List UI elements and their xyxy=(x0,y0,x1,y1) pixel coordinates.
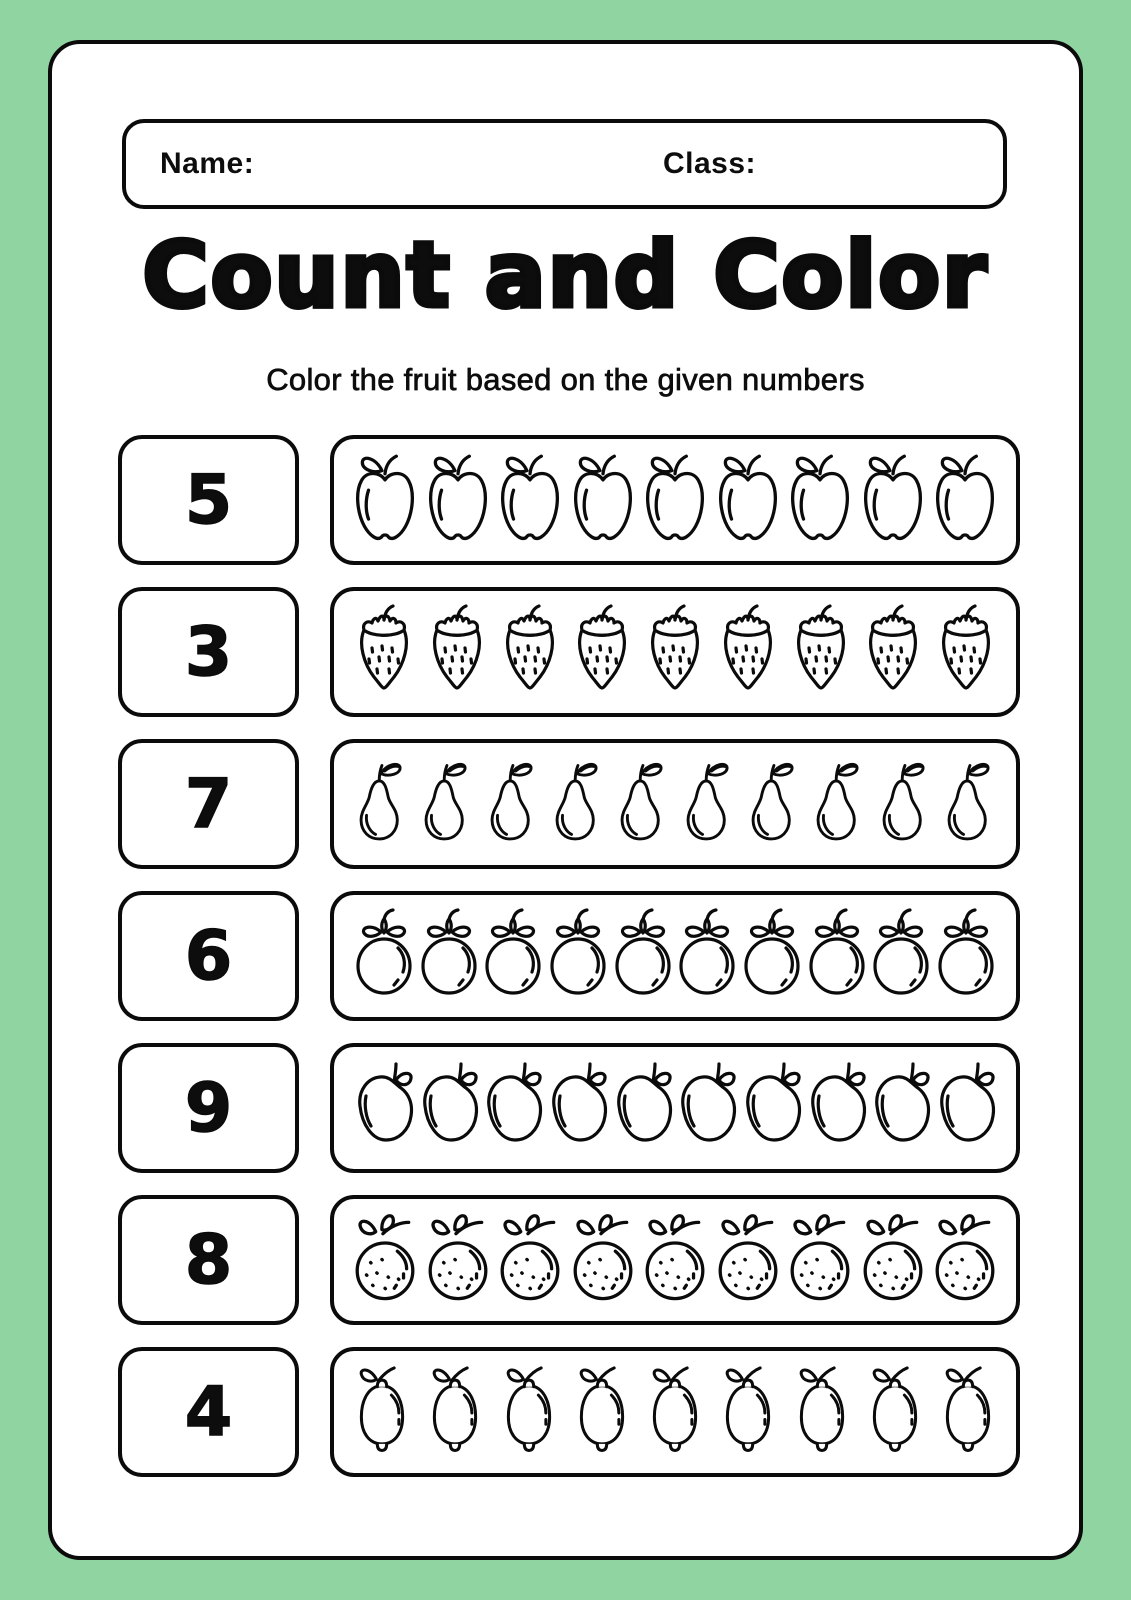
class-label: Class: xyxy=(663,147,757,180)
pear-icon xyxy=(940,759,998,850)
pear-icon xyxy=(875,759,933,850)
mango-icon xyxy=(546,1058,610,1158)
strawberry-icon xyxy=(789,602,853,702)
mango-icon xyxy=(869,1058,933,1158)
pear-icon xyxy=(548,759,606,850)
apple-icon xyxy=(425,449,491,552)
mangosteen-icon xyxy=(417,906,481,1006)
count-number: 9 xyxy=(184,1068,233,1148)
count-box xyxy=(118,739,299,869)
count-number: 5 xyxy=(184,460,233,540)
worksheet-row xyxy=(52,739,1079,869)
mango-icon xyxy=(740,1058,804,1158)
strawberry-icon xyxy=(570,602,634,702)
apple-icon xyxy=(642,449,708,552)
apple-icon xyxy=(932,449,998,552)
mango-row-box xyxy=(330,1043,1020,1173)
count-box xyxy=(118,891,299,1021)
count-number: 4 xyxy=(184,1372,233,1452)
pear-icon xyxy=(809,759,867,850)
orange-icon xyxy=(497,1209,563,1312)
page-subtitle: Color the fruit based on the given numbers xyxy=(266,362,865,397)
lemon-icon xyxy=(645,1365,705,1459)
lemon-icon xyxy=(499,1365,559,1459)
count-number: 7 xyxy=(184,764,233,844)
mangosteen-icon xyxy=(805,906,869,1006)
orange-icon xyxy=(860,1209,926,1312)
worksheet-row xyxy=(52,891,1079,1021)
mangosteen-icon xyxy=(481,906,545,1006)
mangosteen-icon xyxy=(675,906,739,1006)
lemon-icon xyxy=(352,1365,412,1459)
pear-row-box xyxy=(330,739,1020,869)
pear-icon xyxy=(679,759,737,850)
mangosteen-icon xyxy=(934,906,998,1006)
orange-icon xyxy=(425,1209,491,1312)
orange-row-box xyxy=(330,1195,1020,1325)
count-box xyxy=(118,587,299,717)
pear-icon xyxy=(613,759,671,850)
strawberry-icon xyxy=(643,602,707,702)
lemon-icon xyxy=(718,1365,778,1459)
mango-icon xyxy=(417,1058,481,1158)
count-number: 8 xyxy=(184,1220,233,1300)
orange-icon xyxy=(715,1209,781,1312)
apple-icon xyxy=(787,449,853,552)
pear-icon xyxy=(744,759,802,850)
pear-icon xyxy=(352,759,410,850)
worksheet-row xyxy=(52,1195,1079,1325)
mango-icon xyxy=(675,1058,739,1158)
worksheet-page xyxy=(48,40,1083,1560)
worksheet-row xyxy=(52,1043,1079,1173)
mangosteen-icon xyxy=(869,906,933,1006)
orange-icon xyxy=(787,1209,853,1312)
mangosteen-icon xyxy=(352,906,416,1006)
pear-icon xyxy=(483,759,541,850)
mangosteen-icon xyxy=(546,906,610,1006)
strawberry-icon xyxy=(352,602,416,702)
mango-icon xyxy=(611,1058,675,1158)
strawberry-icon xyxy=(498,602,562,702)
count-box xyxy=(118,1195,299,1325)
mango-icon xyxy=(934,1058,998,1158)
strawberry-icon xyxy=(861,602,925,702)
lemon-row-box xyxy=(330,1347,1020,1477)
count-number: 3 xyxy=(184,612,233,692)
apple-row-box xyxy=(330,435,1020,565)
lemon-icon xyxy=(938,1365,998,1459)
apple-icon xyxy=(715,449,781,552)
mango-icon xyxy=(352,1058,416,1158)
page-title: Count and Color xyxy=(142,223,989,328)
worksheet-row xyxy=(52,587,1079,717)
lemon-icon xyxy=(865,1365,925,1459)
orange-icon xyxy=(932,1209,998,1312)
count-box xyxy=(118,435,299,565)
orange-icon xyxy=(642,1209,708,1312)
mangosteen-icon xyxy=(740,906,804,1006)
count-number: 6 xyxy=(184,916,233,996)
apple-icon xyxy=(860,449,926,552)
name-class-box xyxy=(122,119,1007,209)
worksheet-row xyxy=(52,1347,1079,1477)
lemon-icon xyxy=(425,1365,485,1459)
lemon-icon xyxy=(792,1365,852,1459)
apple-icon xyxy=(497,449,563,552)
worksheet-row xyxy=(52,435,1079,565)
count-box xyxy=(118,1347,299,1477)
lemon-icon xyxy=(572,1365,632,1459)
mango-icon xyxy=(481,1058,545,1158)
strawberry-row-box xyxy=(330,587,1020,717)
count-box xyxy=(118,1043,299,1173)
strawberry-icon xyxy=(716,602,780,702)
apple-icon xyxy=(352,449,418,552)
strawberry-icon xyxy=(934,602,998,702)
apple-icon xyxy=(570,449,636,552)
name-label: Name: xyxy=(160,147,255,180)
orange-icon xyxy=(570,1209,636,1312)
orange-icon xyxy=(352,1209,418,1312)
pear-icon xyxy=(417,759,475,850)
strawberry-icon xyxy=(425,602,489,702)
mangosteen-row-box xyxy=(330,891,1020,1021)
mango-icon xyxy=(805,1058,869,1158)
mangosteen-icon xyxy=(611,906,675,1006)
